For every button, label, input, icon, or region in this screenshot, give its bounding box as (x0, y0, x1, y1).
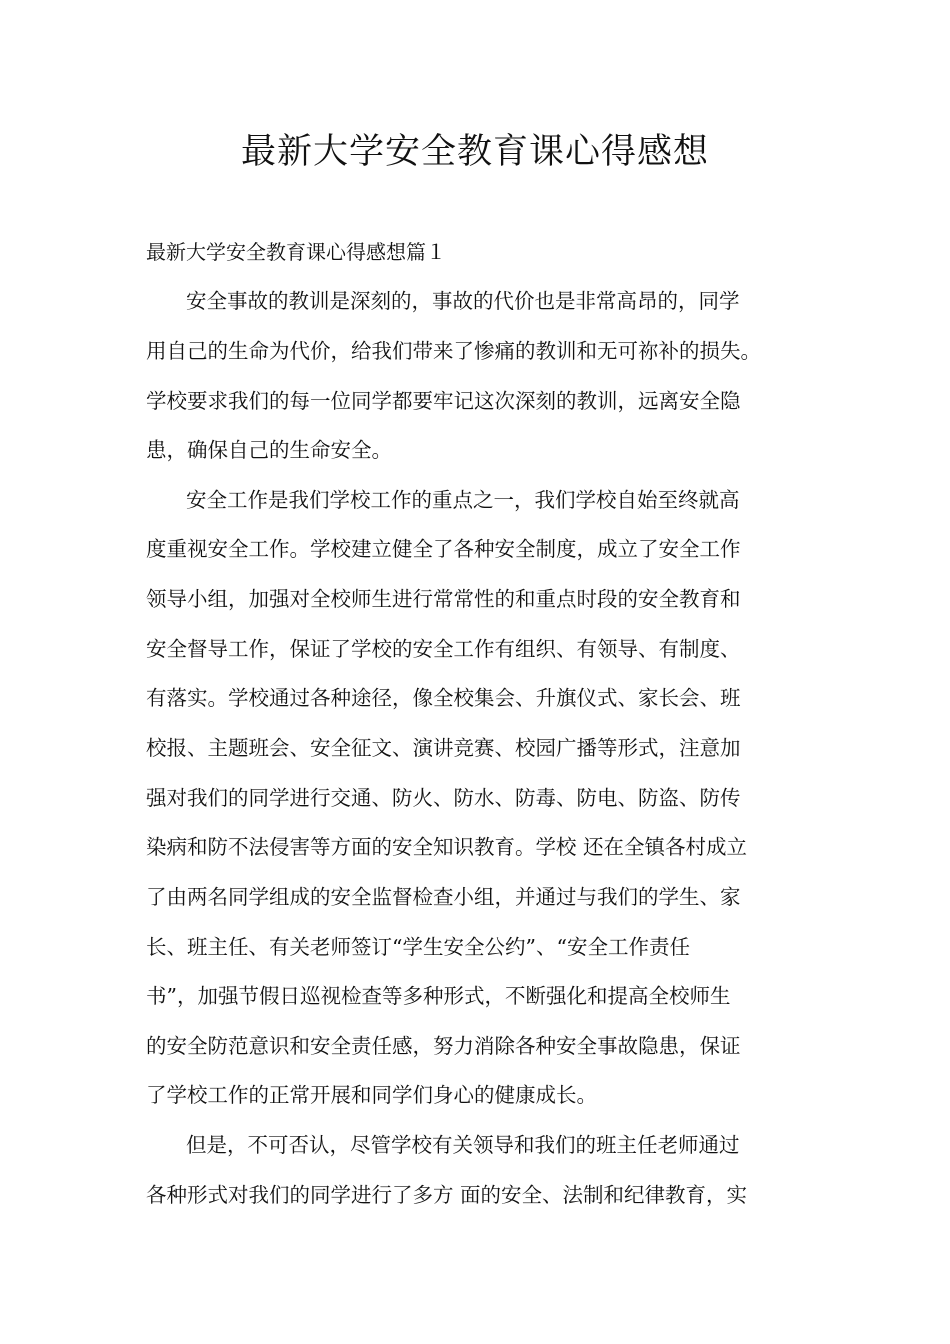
paragraph-line: 但是，不可否认，尽管学校有关领导和我们的班主任老师通过 (186, 1133, 740, 1157)
paragraph-line: 患，确保自己的生命安全。 (146, 438, 392, 462)
paragraph-line: 安全工作是我们学校工作的重点之一，我们学校自始至终就高 (186, 488, 740, 512)
paragraph-line: 校报、主题班会、安全征文、演讲竞赛、校园广播等形式，注意加 (146, 736, 741, 760)
paragraph-line: 安全督导工作，保证了学校的安全工作有组织、有领导、有制度、 (146, 637, 741, 661)
paragraph-line: 强对我们的同学进行交通、防火、防水、防毒、防电、防盗、防传 (146, 786, 741, 810)
paragraph-line: 的安全防范意识和安全责任感，努力消除各种安全事故隐患，保证 (146, 1034, 741, 1058)
paragraph-line: 了由两名同学组成的安全监督检查小组，并通过与我们的学生、家 (146, 885, 741, 909)
document-title: 最新大学安全教育课心得感想 (240, 132, 709, 172)
paragraph-line: 用自己的生命为代价，给我们带来了惨痛的教训和无可祢补的损失。 (146, 339, 761, 363)
paragraph-line: 各种形式对我们的同学进行了多方 面的安全、法制和纪律教育，实 (146, 1183, 748, 1207)
paragraph-line: 书”，加强节假日巡视检查等多种形式，不断强化和提高全校师生 (146, 984, 731, 1008)
paragraph-line: 长、班主任、有关老师签订“学生安全公约”、“安全工作责任 (146, 935, 690, 959)
paragraph-line: 安全事故的教训是深刻的，事故的代价也是非常高昂的，同学 (186, 289, 740, 313)
paragraph-line: 有落实。学校通过各种途径，像全校集会、升旗仪式、家长会、班 (146, 686, 741, 710)
section-heading: 最新大学安全教育课心得感想篇１ (146, 240, 446, 264)
paragraph-line: 度重视安全工作。学校建立健全了各种安全制度，成立了安全工作 (146, 537, 741, 561)
paragraph-line: 了学校工作的正常开展和同学们身心的健康成长。 (146, 1083, 597, 1107)
paragraph-line: 染病和防不法侵害等方面的安全知识教育。学校 还在全镇各村成立 (146, 835, 748, 859)
paragraph-line: 领导小组，加强对全校师生进行常常性的和重点时段的安全教育和 (146, 587, 741, 611)
paragraph-line: 学校要求我们的每一位同学都要牢记这次深刻的教训，远离安全隐 (146, 389, 741, 413)
